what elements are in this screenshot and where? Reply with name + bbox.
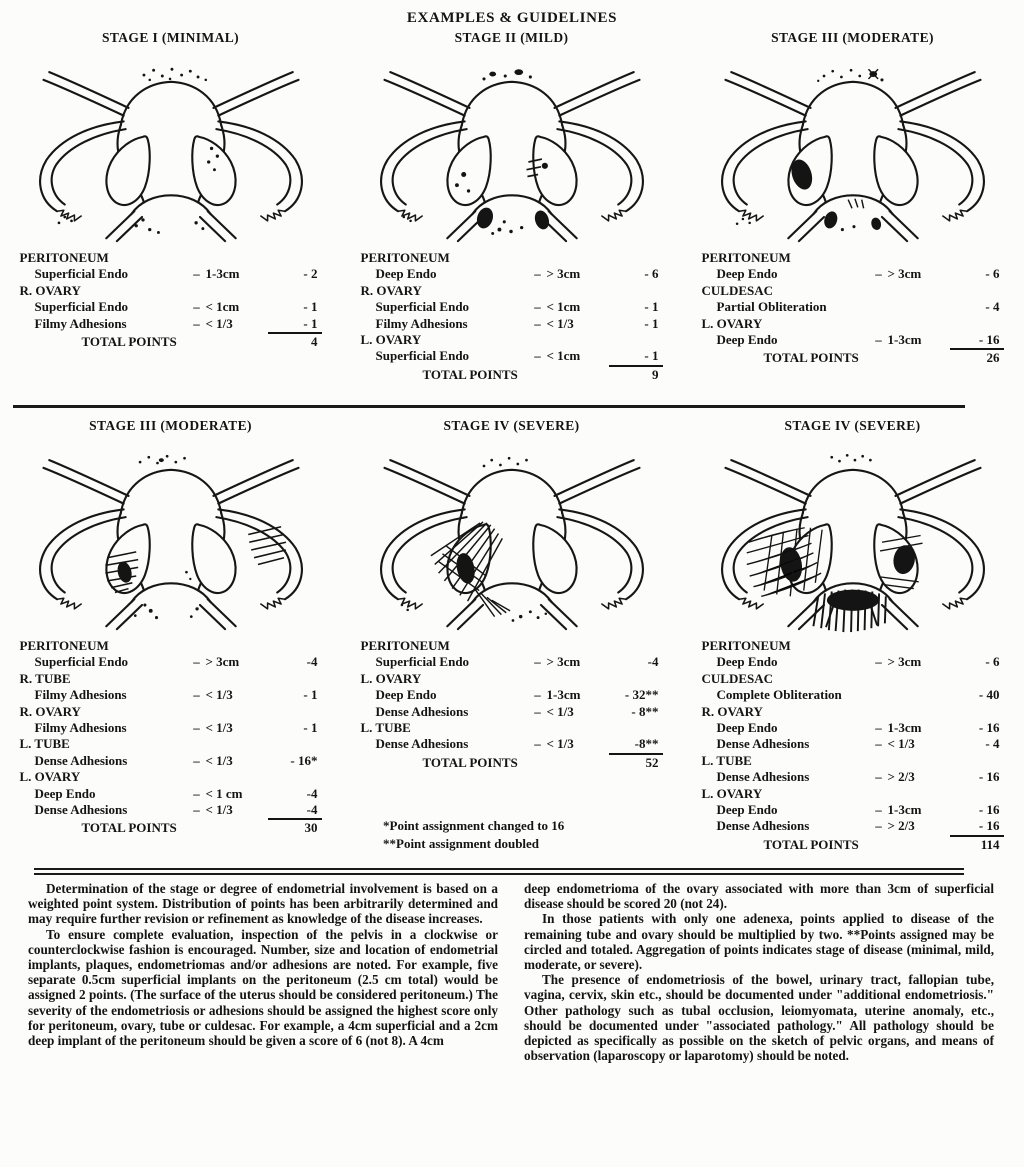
table-total-row [20,334,322,350]
row-size: > 3cm [546,654,581,670]
row-size [206,820,268,836]
stage-heading: STAGE III (MODERATE) [89,418,252,433]
section-divider [13,405,965,408]
stage-heading: STAGE IV (SEVERE) [443,418,580,433]
row-label: Filmy Adhesions [375,315,468,331]
table-section-header: L. TUBE [19,736,70,752]
body-paragraph: deep endometrioma of the ovary associated with more than 3cm of superficial disease should be scored 20 (not 24). [524,881,994,912]
row-size: < 1cm [546,299,581,315]
row-size: < 1/3 [887,736,915,752]
row-points: - 40 [978,687,1000,703]
row-dash: – [193,752,200,768]
row-label: TOTAL POINTS [81,820,177,836]
pelvic-diagram-stage-i [5,48,337,246]
row-label: Filmy Adhesions [34,315,127,331]
score-table-stage-i [20,250,322,350]
score-table-stage-ii [361,250,663,383]
total-points-value: 114 [980,836,1000,852]
table-row [702,802,1004,818]
table-section-header: CULDESAC [701,670,774,686]
row-label: Deep Endo [716,332,778,348]
row-label: Filmy Adhesions [34,720,127,736]
table-row [20,266,322,282]
table-row [20,753,322,769]
panel-stage-ii [341,30,682,383]
row-points: - 1 [644,299,659,315]
row-points: - 16 [950,818,1004,836]
row-dash: – [534,348,541,364]
row-points: - 32** [624,687,659,703]
table-row [702,266,1004,282]
row-size: 1-3cm [887,802,922,818]
row-dash [529,755,547,771]
row-size [888,299,950,315]
footnote-1: *Point assignment changed to 16 [383,818,565,834]
row-label: Dense Adhesions [716,818,810,834]
table-total-row [361,367,663,383]
row-dash: – [534,654,541,670]
table-section-header: L. OVARY [360,670,422,686]
score-table-stage-iii-a [702,250,1004,367]
body-paragraph: Determination of the stage or degree of endometrial involvement is based on a weighted point system. Distribution of points has been arbitrarily determined and may require further revision or refinement as knowledge of the disease increases. [28,881,498,927]
row-points: - 4 [985,736,1000,752]
row-points: -4 [647,654,659,670]
row-dash: – [875,720,882,736]
table-section-header: R. OVARY [19,282,81,298]
row-size [206,334,268,350]
row-label: TOTAL POINTS [422,366,518,382]
row-size: < 1/3 [205,720,233,736]
panel-row-1 [0,30,1024,383]
row-dash [870,350,888,366]
row-label: Dense Adhesions [716,769,810,785]
table-row [702,332,1004,350]
row-label: Deep Endo [716,266,778,282]
row-points: - 6 [644,266,659,282]
row-label: Deep Endo [375,266,437,282]
total-points-value: 4 [311,334,318,350]
table-row [361,266,663,282]
table-row [20,654,322,670]
row-points: -8** [609,736,663,754]
row-size: > 3cm [205,654,240,670]
row-label: Dense Adhesions [375,736,469,752]
row-size: < 1/3 [546,736,574,752]
row-size [547,755,609,771]
row-size: < 1/3 [205,687,233,703]
row-size: < 1/3 [546,703,574,719]
table-row [20,687,322,703]
row-label: TOTAL POINTS [81,334,177,350]
total-points-value: 52 [645,754,659,770]
row-dash: – [193,315,200,331]
table-section-header: R. OVARY [360,282,422,298]
table-total-row [361,755,663,771]
row-size: > 3cm [887,654,922,670]
row-dash: – [534,299,541,315]
score-table-stage-iii-b [20,638,322,837]
row-size: 1-3cm [887,720,922,736]
row-size: > 2/3 [887,818,915,834]
pelvic-diagram-stage-iv-a [346,436,678,634]
row-dash [188,334,206,350]
row-dash [870,837,888,853]
footnotes [383,817,682,853]
pelvic-diagram-stage-iii-a [687,48,1019,246]
row-label: Dense Adhesions [34,802,128,818]
row-dash [870,299,888,315]
row-size: > 3cm [546,266,581,282]
row-label: Deep Endo [375,687,437,703]
row-size: < 1cm [546,348,581,364]
row-size: 1-3cm [887,332,922,348]
row-points: -4 [268,802,322,820]
table-row [361,299,663,315]
table-row [702,736,1004,752]
row-label: Partial Obliteration [716,299,827,315]
row-size [888,837,950,853]
body-paragraph: In those patients with only one adenexa, points applied to disease of the remaining tube and ovary should be multiplied by two. **Points assigned may be circled and totaled. Aggregation of points indicates stage of disease (minimal, mild, moderate, or severe). [524,911,994,973]
pelvic-diagram-stage-ii [346,48,678,246]
body-paragraph: To ensure complete evaluation, inspection of the pelvis in a clockwise or counterclockwise fashion is encouraged. Number, size and location of endometrial implants, plaques, endometriomas and/or adhesions are noted. For example, five separate 0.5cm superficial implants on the peritoneum (2.5 cm total) would be assigned 2 points. (The surface of the uterus should be considered peritoneum.) The severity of the endometriosis or adhesions should be assigned the highest score only for peritoneum, ovary, tube or culdesac. For example, a 4cm superficial and a 2cm deep implant of the peritoneum should be given a score of 6 (not 8). A 4cm [28,926,498,1049]
row-label: Superficial Endo [34,654,129,670]
table-section-header: L. OVARY [701,315,763,331]
row-points: - 1 [644,315,659,331]
table-section-header: PERITONEUM [19,638,109,653]
table-row [361,348,663,366]
total-points-value: 26 [986,350,1000,366]
row-points: - 16 [978,720,1000,736]
row-dash: – [875,266,882,282]
row-dash: – [193,266,200,282]
row-points: - 8** [631,703,659,719]
pelvic-diagram-stage-iv-b [687,436,1019,634]
row-label: Filmy Adhesions [34,687,127,703]
row-size: < 1 cm [205,785,243,801]
row-label: Deep Endo [716,802,778,818]
table-section-header: CULDESAC [701,282,774,298]
footnote-2: **Point assignment doubled [383,836,540,852]
row-dash: – [875,769,882,785]
row-dash: – [534,736,541,752]
row-label: Deep Endo [716,720,778,736]
table-row [361,654,663,670]
row-label: Dense Adhesions [375,703,469,719]
row-label: Superficial Endo [34,299,129,315]
row-label: Superficial Endo [34,266,129,282]
table-row [20,786,322,802]
row-size: > 2/3 [887,769,915,785]
table-row [20,316,322,334]
row-size: < 1/3 [205,752,233,768]
table-section-header: L. TUBE [360,720,411,736]
body-column-right [524,881,994,1063]
row-size: 1-3cm [205,266,240,282]
table-row [361,316,663,332]
row-dash: – [875,818,882,834]
score-table-stage-iv-b [702,638,1004,853]
row-label: Dense Adhesions [716,736,810,752]
table-row [361,687,663,703]
row-label: TOTAL POINTS [763,350,859,366]
score-table-stage-iv-a [361,638,663,771]
panel-row-2 [0,418,1024,853]
row-points: - 16 [978,802,1000,818]
table-section-header: PERITONEUM [360,638,450,653]
table-row [361,736,663,754]
row-points: -4 [306,785,318,801]
table-section-header: L. OVARY [360,332,422,348]
row-dash: – [875,802,882,818]
row-dash: – [193,802,200,818]
row-size [888,687,950,703]
body-text [28,881,994,1063]
table-row [702,818,1004,836]
row-size [547,367,609,383]
row-size: < 1/3 [546,315,574,331]
stage-heading: STAGE I (MINIMAL) [101,30,240,45]
row-label: Dense Adhesions [34,752,128,768]
row-dash: – [193,299,200,315]
row-size: < 1cm [205,299,240,315]
table-row [702,720,1004,736]
section-divider-double [34,868,964,875]
row-label: Deep Endo [716,654,778,670]
row-dash: – [875,654,882,670]
total-points-value: 9 [652,366,659,382]
table-total-row [702,350,1004,366]
table-section-header: PERITONEUM [701,638,791,653]
row-dash: – [193,654,200,670]
body-column-left [28,881,498,1063]
table-section-header: PERITONEUM [701,250,791,265]
row-points: - 6 [985,266,1000,282]
table-section-header: R. OVARY [701,703,763,719]
row-points: - 4 [985,299,1000,315]
row-dash: – [534,687,541,703]
row-dash: – [534,266,541,282]
panel-stage-iv-b [682,418,1023,853]
row-size: 1-3cm [546,687,581,703]
table-section-header: PERITONEUM [19,250,109,265]
row-points: - 1 [303,687,318,703]
table-total-row [20,820,322,836]
row-size: > 3cm [887,266,922,282]
body-paragraph: The presence of endometriosis of the bowel, urinary tract, fallopian tube, vagina, cervix, skin etc., should be documented under "additional endometriosis." Other pathology such as tubal occlusion, leiomyomata, uterine anomaly, etc., should be documented under "associated pathology." All pathology should be depicted as specifically as possible on the sketch of pelvic organs, and means of observation (laparoscopy or laparotomy) should be noted. [524,972,994,1064]
row-points: - 6 [985,654,1000,670]
stage-heading: STAGE II (MILD) [454,30,569,45]
table-row [702,299,1004,315]
row-points: - 1 [268,316,322,334]
row-label: TOTAL POINTS [763,836,859,852]
stage-heading: STAGE IV (SEVERE) [784,418,921,433]
row-dash [188,820,206,836]
stage-heading: STAGE III (MODERATE) [771,30,934,45]
table-row [702,654,1004,670]
table-row [20,720,322,736]
table-row [361,704,663,720]
panel-stage-iv-a [341,418,682,853]
row-dash: – [534,315,541,331]
table-section-header: L. OVARY [19,769,81,785]
table-section-header: L. OVARY [701,785,763,801]
table-total-row [702,837,1004,853]
table-row [702,687,1004,703]
table-section-header: R. OVARY [19,703,81,719]
row-size [888,350,950,366]
row-dash: – [193,687,200,703]
row-dash: – [875,332,882,348]
pelvic-diagram-stage-iii-b [5,436,337,634]
table-section-header: R. TUBE [19,670,71,686]
row-dash [870,687,888,703]
row-points: - 1 [303,299,318,315]
row-label: Superficial Endo [375,654,470,670]
row-label: Superficial Endo [375,299,470,315]
row-label: Complete Obliteration [716,687,842,703]
row-dash: – [875,736,882,752]
row-points: -4 [306,654,318,670]
row-points: - 16* [290,752,318,768]
row-points: - 1 [609,348,663,366]
row-dash [529,367,547,383]
total-points-value: 30 [304,820,318,836]
row-points: - 16 [978,769,1000,785]
panel-stage-i [0,30,341,383]
page-title: EXAMPLES & GUIDELINES [406,10,618,26]
table-section-header: PERITONEUM [360,250,450,265]
table-section-header: L. TUBE [701,752,752,768]
row-label: TOTAL POINTS [422,754,518,770]
row-size: < 1/3 [205,802,233,818]
table-row [702,769,1004,785]
row-dash: – [193,785,200,801]
panel-stage-iii-a [682,30,1023,383]
table-row [20,802,322,820]
row-label: Deep Endo [34,785,96,801]
row-dash: – [193,720,200,736]
row-label: Superficial Endo [375,348,470,364]
row-dash: – [534,703,541,719]
row-size: < 1/3 [205,315,233,331]
row-points: - 2 [303,266,318,282]
row-points: - 16 [950,332,1004,350]
panel-stage-iii-b [0,418,341,853]
table-row [20,299,322,315]
row-points: - 1 [303,720,318,736]
